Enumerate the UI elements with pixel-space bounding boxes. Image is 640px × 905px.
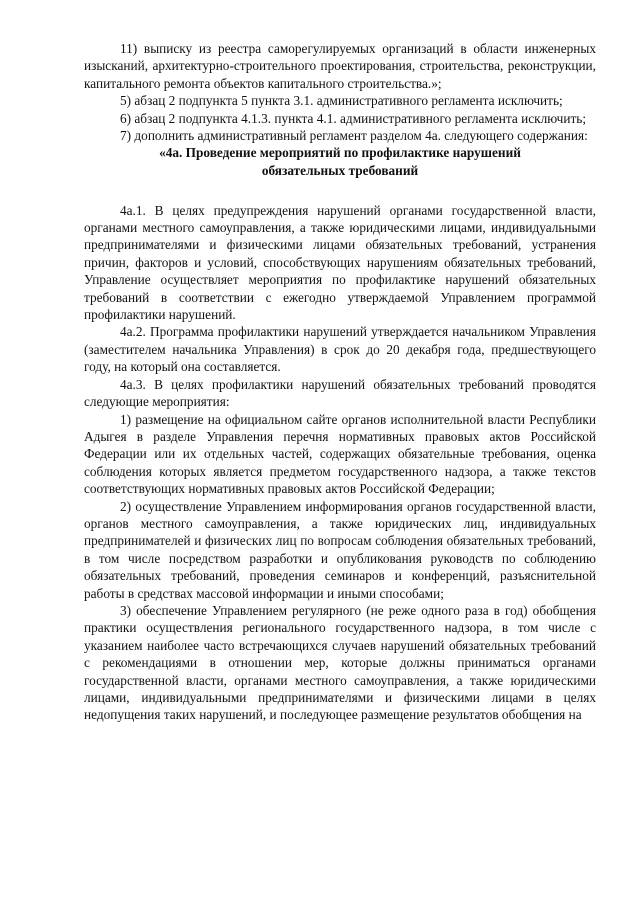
document-body (84, 40, 596, 724)
measure-item-2: 2) осуществление Управлением информирования органов государственной власти, органов местного самоуправления, а также юридических лиц, индивидуальных предпринимателей и физических лиц по вопросам соблюдения обязательных требований, в том числе посредством разработки и опубликования руководств по соблюдению обязательных требований, проведения семинаров и конференций, разъяснительной работы в средствах массовой информации и иными способами; (84, 498, 596, 601)
paragraph-item-7: 7) дополнить административный регламент разделом 4а. следующего содержания: (120, 128, 588, 144)
section-paragraph-4a2: 4а.2. Программа профилактики нарушений утверждается начальником Управления (заместителем начальника Управления) в срок до 20 декабря года, предшествующего году, на который она составляется. (84, 324, 596, 375)
paragraph-item-6: 6) абзац 2 подпункта 4.1.3. пункта 4.1. административного регламента исключить; (120, 110, 587, 126)
paragraph-item-11: 11) выписку из реестра саморегулируемых организаций в области инженерных изысканий, архитектурно-строительного проектирования, строительства, реконструкции, капитального ремонта объектов капитального строительства.»; (84, 41, 596, 91)
paragraph-item-5: 5) абзац 2 подпункта 5 пункта 3.1. административного регламента исключить; (120, 93, 563, 109)
section-heading: «4а. Проведение мероприятий по профилактике нарушений обязательных требований (159, 145, 521, 179)
section-paragraph-4a3: 4а.3. В целях профилактики нарушений обязательных требований проводятся следующие мероприятия: (84, 376, 596, 410)
measure-item-3: 3) обеспечение Управлением регулярного (не реже одного раза в год) обобщения практики осуществления регионального государственного надзора, в том числе с указанием наиболее часто встречающихся случаев нарушений обязательных требований с рекомендациями в отношении мер, которые должны приниматься органами государственной власти, органами местного самоуправления, а также юридическими лицами, индивидуальными предпринимателями и физическими лицами в целях недопущения таких нарушений, и последующее размещение результатов обобщения на (84, 602, 596, 723)
measure-item-1: 1) размещение на официальном сайте органов исполнительной власти Республики Адыгея в разделе Управления перечня нормативных правовых актов Российской Федерации или их отдельных частей, содержащих обязательные требования, оценка соблюдения которых является предметом государственного надзора, а также текстов соответствующих нормативных правовых актов Российской Федерации; (84, 411, 596, 497)
section-paragraph-4a1: 4а.1. В целях предупреждения нарушений органами государственной власти, органами местного самоуправления, а также юридическими лицами, индивидуальными предпринимателями и физическими лицами обязательных требований, устранения причин, факторов и условий, способствующих нарушениям обязательных требований, Управление осуществляет мероприятия по профилактике нарушений обязательных требований в соответствии с ежегодно утверждаемой Управлением программой профилактики нарушений. (84, 202, 596, 323)
